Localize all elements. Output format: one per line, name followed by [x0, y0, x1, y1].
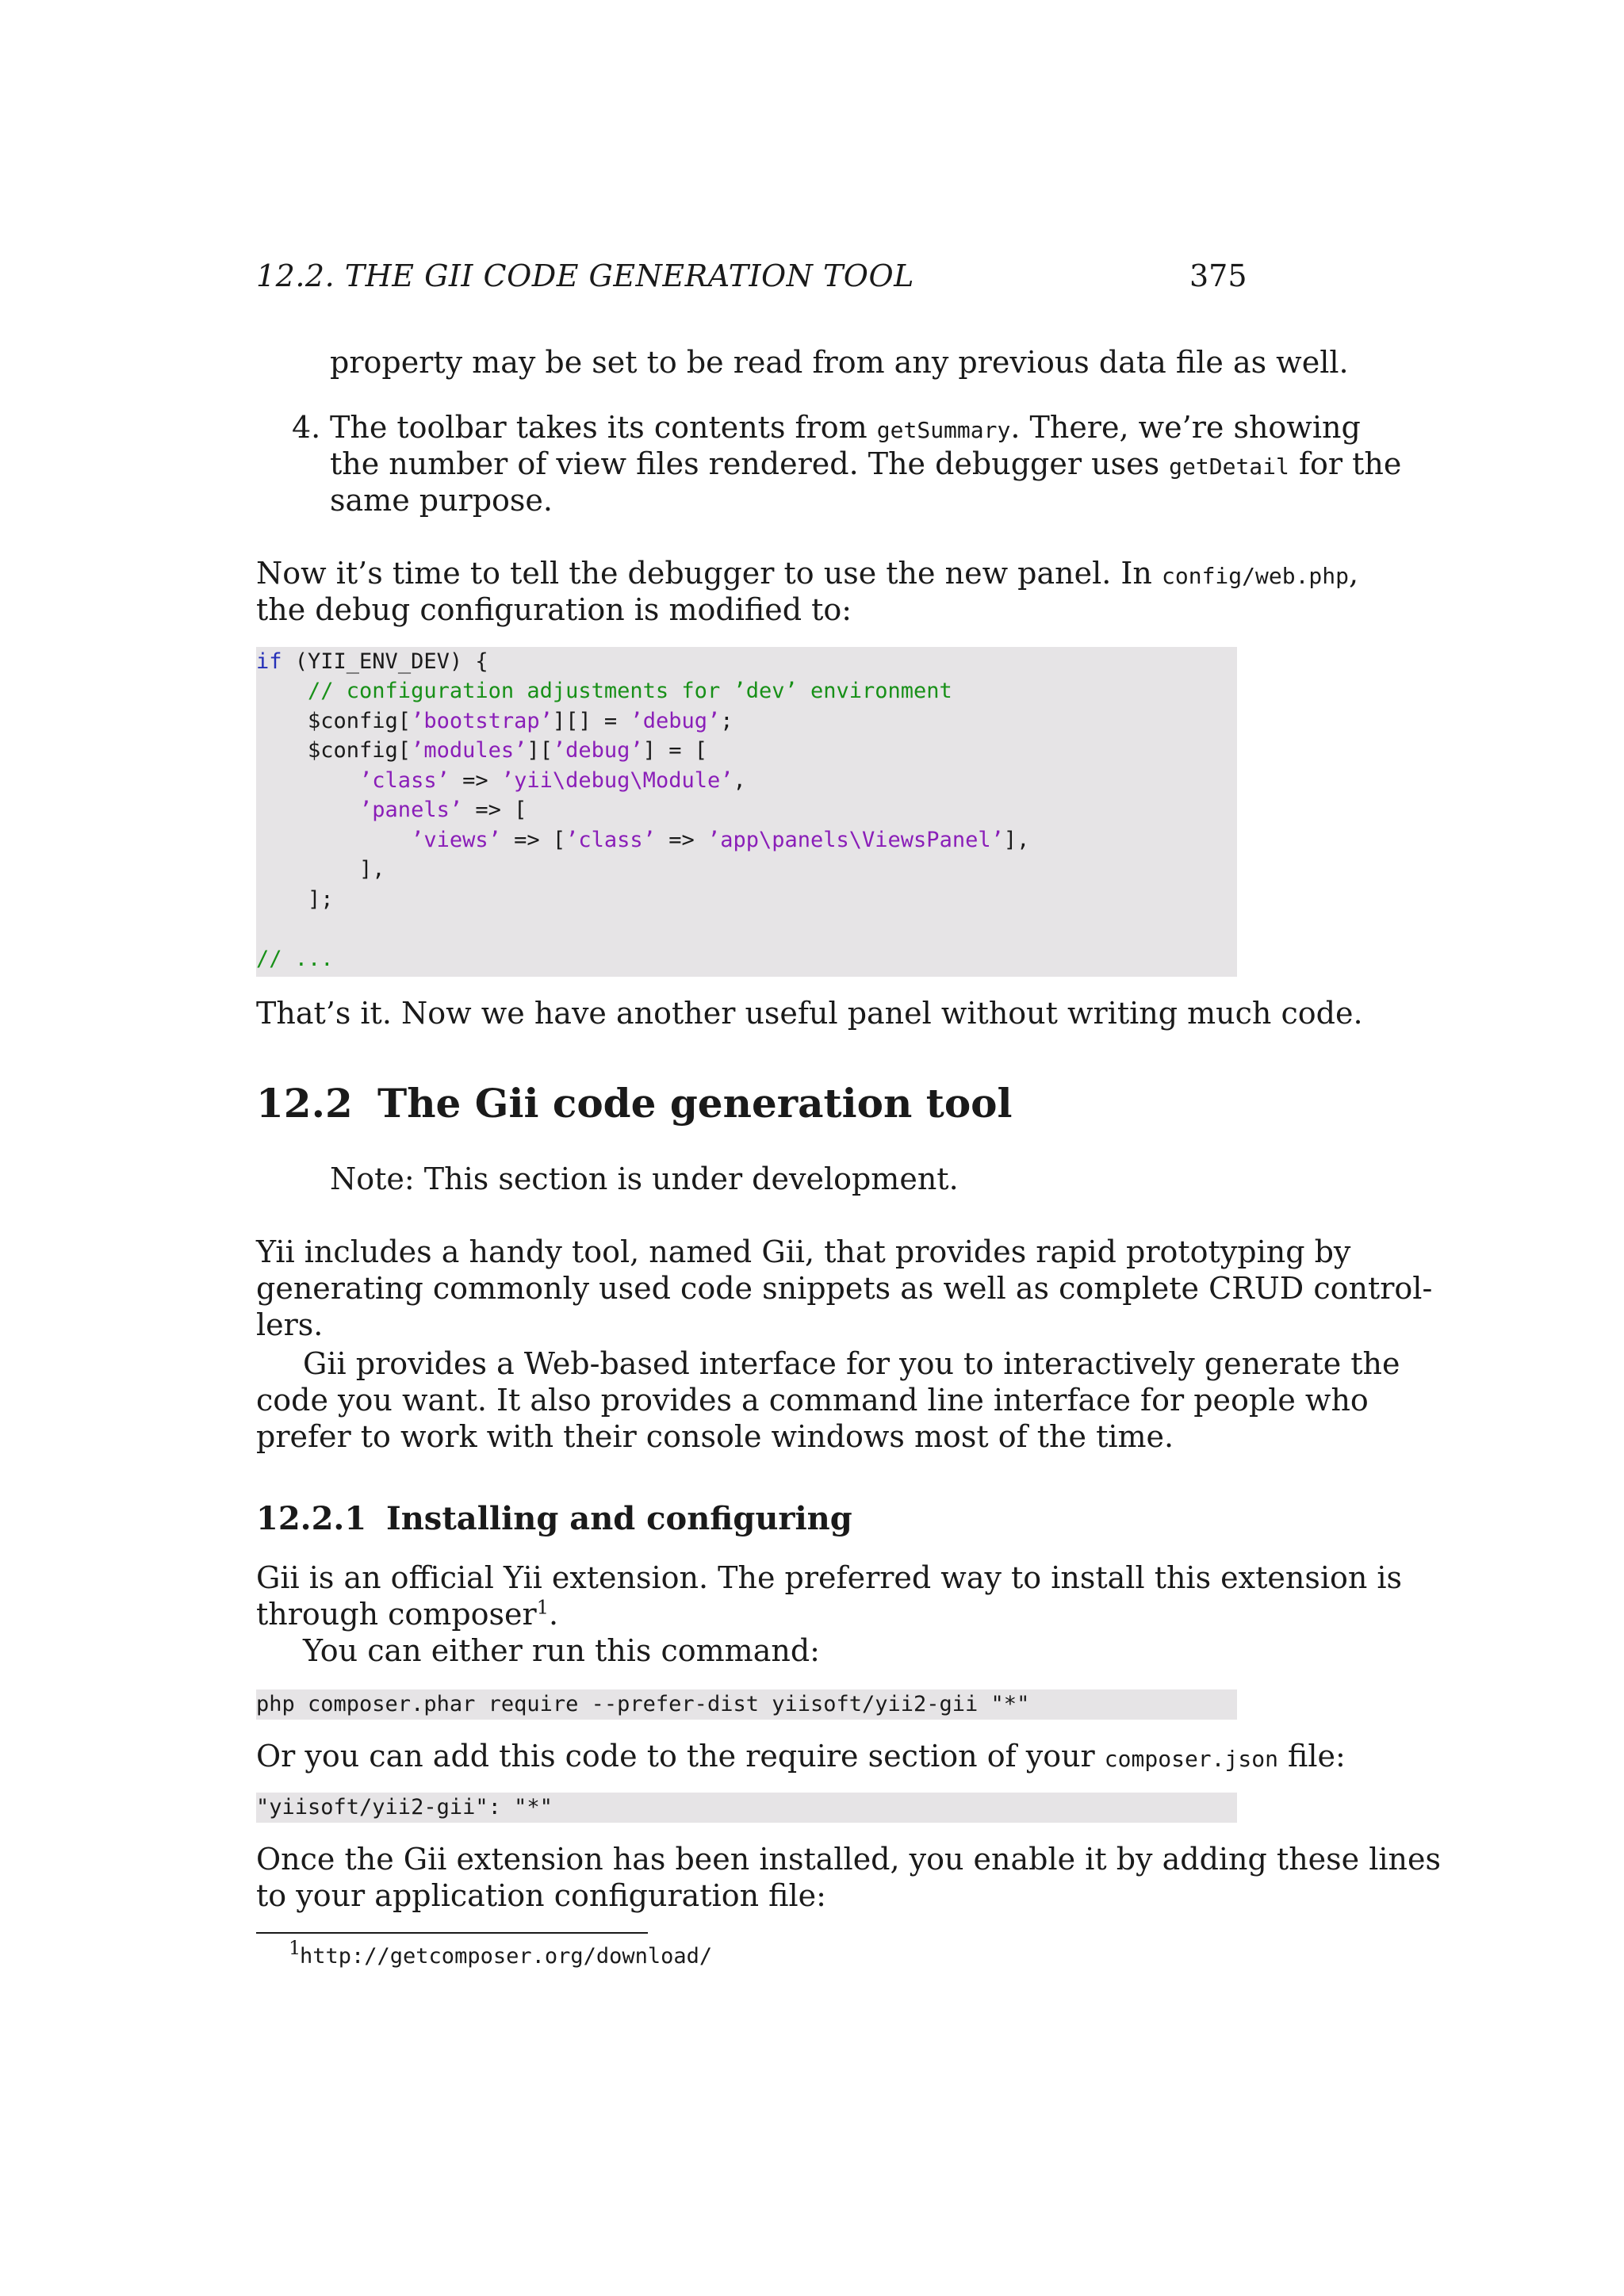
paragraph-line: You can either run this command: — [303, 1633, 820, 1668]
page-number: 375 — [1189, 258, 1247, 293]
code-line: ]; — [256, 887, 334, 912]
paragraph-line: to your application configuration file: — [256, 1878, 826, 1913]
paragraph-line: Once the Gii extension has been installed, you enable it by adding these lines — [256, 1842, 1442, 1877]
paragraph-line: That’s it. Now we have another useful panel without writing much code. — [256, 996, 1363, 1031]
code-line: if (YII_ENV_DEV) { — [256, 649, 488, 674]
code-block-command — [256, 1689, 1237, 1720]
code-comment: // ... — [256, 947, 334, 971]
list-item-line: The toolbar takes its contents from getSummary. There, we’re showing — [330, 410, 1361, 445]
running-header-title: 12.2. THE GII CODE GENERATION TOOL — [256, 258, 914, 293]
code-line: $config[’bootstrap’][] = ’debug’; — [256, 709, 733, 733]
subsection-title: Installing and configuring — [386, 1500, 852, 1537]
paragraph-line: generating commonly used code snippets as well as complete CRUD control- — [256, 1271, 1433, 1306]
list-item-line: same purpose. — [330, 483, 553, 518]
list-item-line: the number of view files rendered. The debugger uses getDetail for the — [330, 446, 1402, 481]
code-comment: // configuration adjustments for ’dev’ environment — [256, 679, 952, 703]
paragraph-line: code you want. It also provides a command line interface for people who — [256, 1383, 1369, 1418]
section-number: 12.2 — [256, 1080, 353, 1127]
subsection-number: 12.2.1 — [256, 1500, 367, 1537]
inline-code: getSummary — [876, 417, 1011, 443]
paragraph-line: the debug configuration is modified to: — [256, 592, 852, 627]
code-line: ’class’ => ’yii\debug\Module’, — [256, 768, 746, 793]
footnote-link[interactable]: http://getcomposer.org/download/ — [300, 1944, 713, 1969]
paragraph-line: Gii provides a Web-based interface for you to interactively generate the — [303, 1346, 1400, 1381]
paragraph-line: prefer to work with their console windows most of the time. — [256, 1419, 1174, 1454]
code-line: ], — [256, 857, 385, 882]
list-continuation: property may be set to be read from any previous data file as well. — [330, 345, 1349, 380]
paragraph-line: Now it’s time to tell the debugger to use the new panel. In config/web.php, — [256, 556, 1359, 591]
paragraph-line: Or you can add this code to the require section of your composer.json file: — [256, 1739, 1346, 1774]
footnote-rule — [256, 1932, 648, 1934]
code-line: "yiisoft/yii2-gii": "*" — [256, 1795, 553, 1820]
paragraph-line: lers. — [256, 1307, 324, 1342]
code-line: ’views’ => [’class’ => ’app\panels\ViewsPanel’], — [256, 828, 1030, 852]
inline-code: config/web.php — [1162, 563, 1350, 589]
code-block-config — [256, 647, 1237, 977]
note: Note: This section is under development. — [330, 1161, 959, 1196]
footnote-number: 1 — [289, 1937, 301, 1959]
paragraph-line: Gii is an official Yii extension. The preferred way to install this extension is — [256, 1560, 1403, 1595]
code-line: ’panels’ => [ — [256, 798, 527, 822]
inline-code: composer.json — [1104, 1746, 1278, 1772]
code-line: php composer.phar require --prefer-dist yiisoft/yii2-gii "*" — [256, 1692, 1030, 1716]
section-title: The Gii code generation tool — [377, 1080, 1013, 1127]
code-line: $config[’modules’][’debug’] = [ — [256, 738, 707, 763]
paragraph-line: through composer$^1$. — [256, 1596, 559, 1632]
inline-code: getDetail — [1169, 453, 1289, 480]
footnote-marker[interactable]: 1 — [536, 1596, 549, 1619]
paragraph-line: Yii includes a handy tool, named Gii, that provides rapid prototyping by — [256, 1234, 1351, 1269]
code-block-json — [256, 1793, 1237, 1823]
list-item-number: 4. — [292, 410, 321, 445]
